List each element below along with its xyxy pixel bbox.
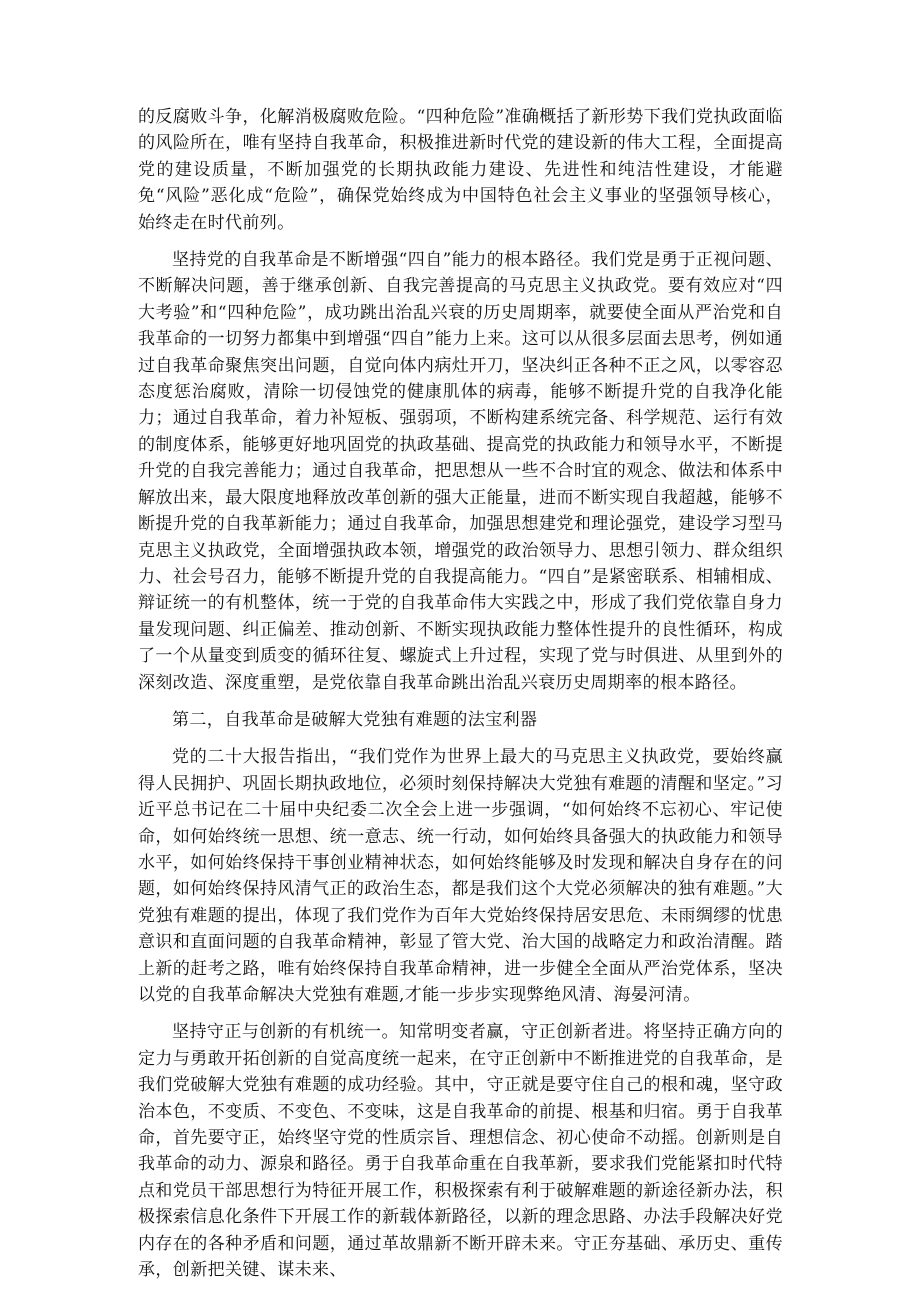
section-heading: 第二，自我革命是破解大党独有难题的法宝利器 xyxy=(172,709,538,730)
paragraph-3: 党的二十大报告指出，“我们党作为世界上最大的马克思主义执政党，要始终赢得人民拥护、巩固长期执政地位，必须时刻保持解决大党独有难题的清醒和坚定。”习近平总书记在二十届中央纪委二次全会上进一步强调，“如何始终不忘初心、牢记使命，如何始终统一思想、统一意志、统一行动，如何始终具备强大的执政能力和领导水平，如何始终保持干事创业精神状态，如何始终能够及时发现和解决自身存在的问题，如何始终保持风清气正的政治生态，都是我们这个大党必须解决的独有难题。”大党独有难题的提出，体现了我们党作为百年大党始终保持居安思危、未雨绸缪的忧患意识和直面问题的自我革命精神，彰显了管大党、治大国的战略定力和政治清醒。踏上新的赶考之路，唯有始终保持自我革命精神，进一步健全全面从严治党体系，坚决以党的自我革命解决大党独有难题,才能一步步实现弊绝风清、海晏河清。 xyxy=(138,747,783,1005)
document-page xyxy=(138,104,783,1294)
paragraph-4: 坚持守正与创新的有机统一。知常明变者赢，守正创新者进。将坚持正确方向的定力与勇敢开拓创新的自觉高度统一起来，在守正创新中不断推进党的自我革命，是我们党破解大党独有难题的成功经验。其中，守正就是要守住自己的根和魂，坚守政治本色，不变质、不变色、不变味，这是自我革命的前提、根基和归宿。勇于自我革命，首先要守正，始终坚守党的性质宗旨、理想信念、初心使命不动摇。创新则是自我革命的动力、源泉和路径。勇于自我革命重在自我革新，要求我们党能紧扣时代特点和党员干部思想行为特征开展工作，积极探索有利于破解难题的新途径新办法，积极探索信息化条件下开展工作的新载体新路径，以新的理念思路、办法手段解决好党内存在的各种矛盾和问题，通过革故鼎新不断开辟未来。守正夯基础、承历史、重传承，创新把关键、谋未来、 xyxy=(138,1022,783,1281)
paragraph-1: 的反腐败斗争，化解消极腐败危险。“四种危险”准确概括了新形势下我们党执政面临的风险所在，唯有坚持自我革命，积极推进新时代党的建设新的伟大工程，全面提高党的建设质量，不断加强党的长期执政能力建设、先进性和纯洁性建设，才能避免“风险”恶化成“危险”，确保党始终成为中国特色社会主义事业的坚强领导核心，始终走在时代前列。 xyxy=(138,107,783,233)
paragraph-2: 坚持党的自我革命是不断增强“四自”能力的根本路径。我们党是勇于正视问题、不断解决问题，善于继承创新、自我完善提高的马克思主义执政党。要有效应对“四大考验”和“四种危险”，成功跳出治乱兴衰的历史周期率，就要使全面从严治党和自我革命的一切努力都集中到增强“四自”能力上来。这可以从很多层面去思考，例如通过自我革命聚焦突出问题，自觉向体内病灶开刀，坚决纠正各种不正之风，以零容忍态度惩治腐败，清除一切侵蚀党的健康肌体的病毒，能够不断提升党的自我净化能力；通过自我革命，着力补短板、强弱项，不断构建系统完备、科学规范、运行有效的制度体系，能够更好地巩固党的执政基础、提高党的执政能力和领导水平，不断提升党的自我完善能力；通过自我革命，把思想从一些不合时宜的观念、做法和体系中解放出来，最大限度地释放改革创新的强大正能量，进而不断实现自我超越，能够不断提升党的自我革新能力；通过自我革命，加强思想建党和理论强党，建设学习型马克思主义执政党，全面增强执政本领，增强党的政治领导力、思想引领力、群众组织力、社会号召力，能够不断提升党的自我提高能力。“四自”是紧密联系、相辅相成、辩证统一的有机整体，统一于党的自我革命伟大实践之中，形成了我们党依靠自身力量发现问题、纠正偏差、推动创新、不断实现执政能力整体性提升的良性循环，构成了一个从量变到质变的循环往复、螺旋式上升过程，实现了党与时俱进、从里到外的深刻改造、深度重塑，是党依靠自我革命跳出治乱兴衰历史周期率的根本路径。 xyxy=(138,250,783,693)
